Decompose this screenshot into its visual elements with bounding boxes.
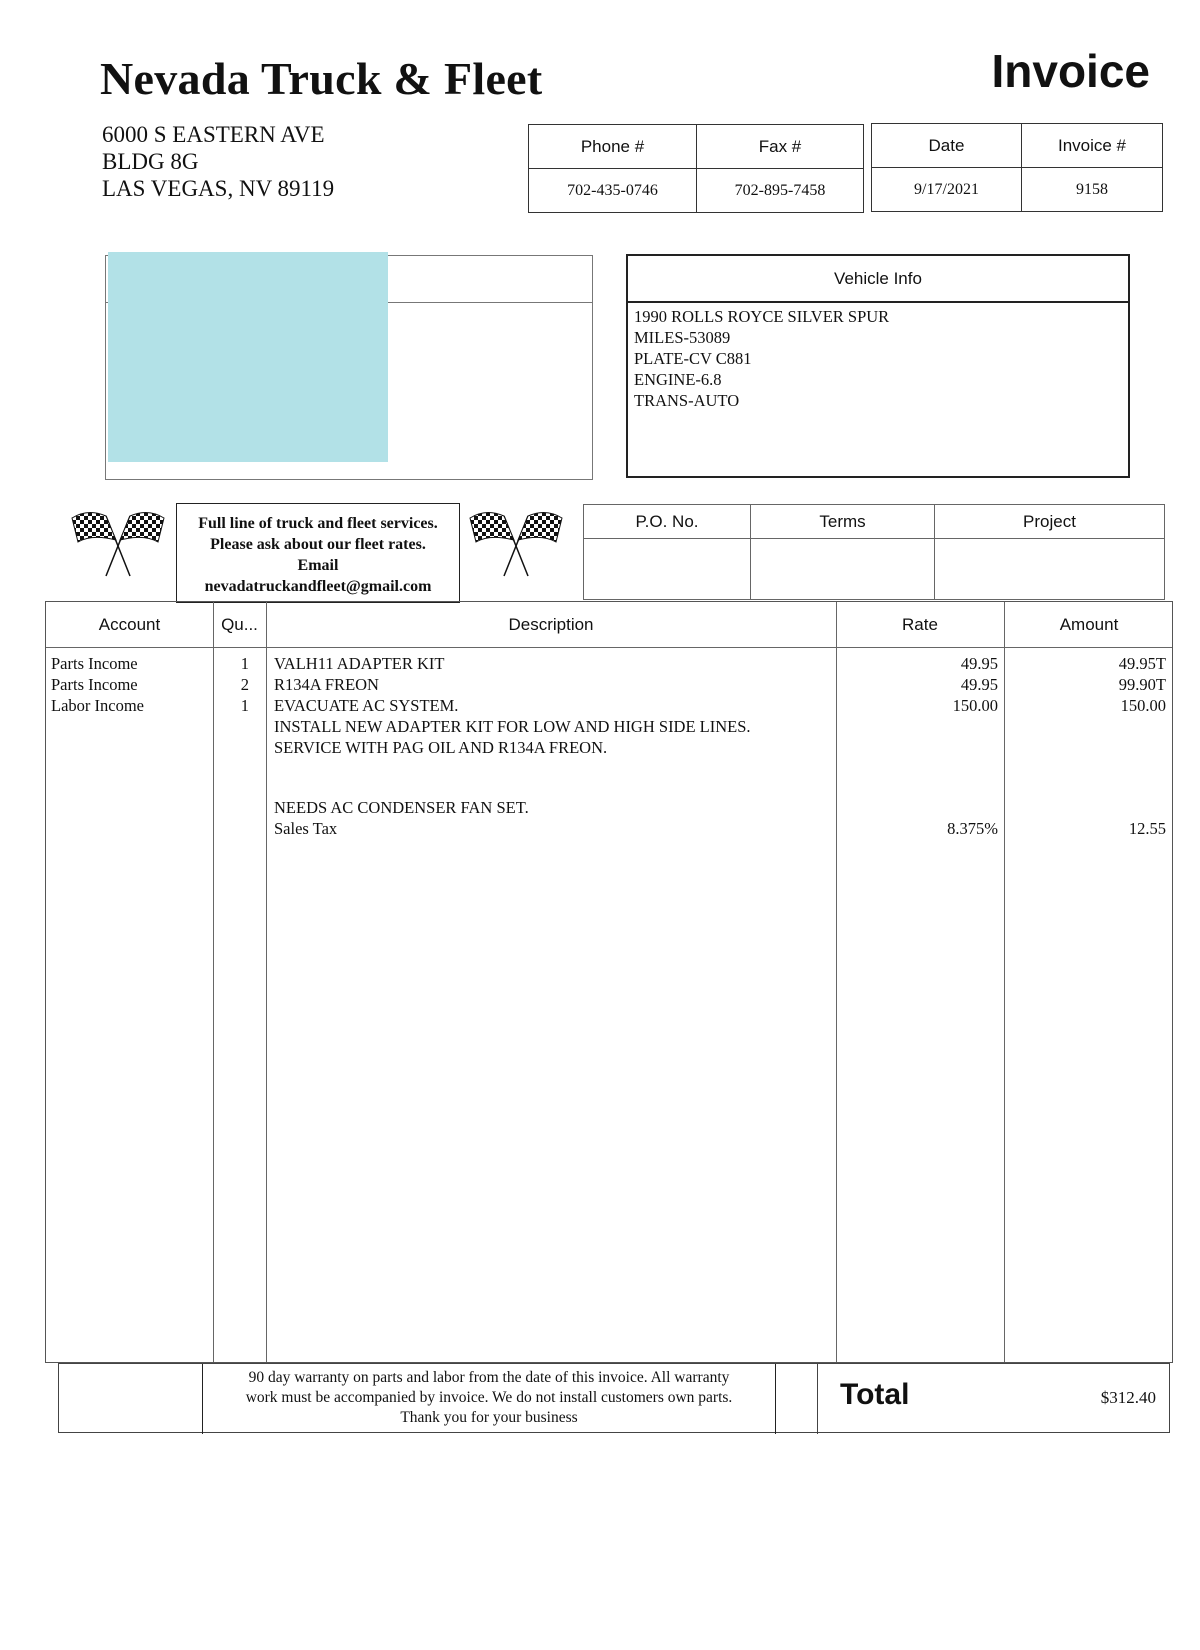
- vehicle-line: PLATE-CV C881: [634, 349, 752, 368]
- vehicle-line: ENGINE-6.8: [634, 370, 722, 389]
- table-row: SERVICE WITH PAG OIL AND R134A FREON.: [274, 738, 608, 757]
- contact-table: [528, 124, 864, 213]
- date-header: Date: [872, 124, 1022, 168]
- address-line: LAS VEGAS, NV 89119: [102, 176, 335, 201]
- promo-line: Please ask about our fleet rates.: [210, 536, 426, 553]
- line-items-table: [45, 601, 1173, 1363]
- promo-line: Email: [297, 557, 339, 574]
- fax-header: Fax #: [697, 125, 863, 169]
- total-label: Total: [840, 1378, 910, 1411]
- warranty-line: 90 day warranty on parts and labor from the date of this invoice. All warranty: [248, 1369, 730, 1386]
- project-value: [935, 539, 1164, 599]
- document-title: Invoice: [991, 45, 1150, 97]
- promo-line: Full line of truck and fleet services.: [198, 515, 438, 532]
- warranty-line: Thank you for your business: [400, 1409, 578, 1426]
- footer-box: [58, 1363, 1170, 1433]
- table-row: Sales Tax 8.375% 12.55: [274, 819, 1166, 838]
- table-row: NEEDS AC CONDENSER FAN SET.: [274, 798, 529, 817]
- table-row: INSTALL NEW ADAPTER KIT FOR LOW AND HIGH SIDE LINES.: [274, 717, 751, 736]
- vehicle-line: 1990 ROLLS ROYCE SILVER SPUR: [634, 307, 890, 326]
- table-row: Parts Income 1 VALH11 ADAPTER KIT 49.95 49.95T: [51, 654, 1166, 673]
- column-header-description: Description: [508, 614, 594, 634]
- invoice-meta-table: [871, 123, 1163, 212]
- promo-email: nevadatruckandfleet@gmail.com: [204, 578, 432, 595]
- vehicle-info-heading: Vehicle Info: [628, 256, 1128, 303]
- table-row: Parts Income 2 R134A FREON 49.95 99.90T: [51, 675, 1166, 694]
- column-header-rate: Rate: [902, 614, 938, 634]
- column-header-account: Account: [98, 614, 161, 634]
- date-value: 9/17/2021: [872, 168, 1022, 211]
- company-name: Nevada Truck & Fleet: [100, 53, 543, 104]
- warranty-line: work must be accompanied by invoice. We do not install customers own parts.: [245, 1389, 733, 1406]
- column-header-quantity: Qu...: [221, 614, 258, 634]
- company-address: [102, 121, 334, 202]
- checkered-flags-icon: [466, 508, 566, 578]
- project-header: Project: [935, 505, 1164, 539]
- order-info-table: [583, 504, 1165, 600]
- vehicle-info-lines: [634, 306, 889, 411]
- table-row: Labor Income 1 EVACUATE AC SYSTEM. 150.00 150.00: [51, 696, 1166, 715]
- invoice-number-header: Invoice #: [1022, 124, 1162, 168]
- fax-value: 702-895-7458: [734, 181, 826, 199]
- promo-box: [176, 503, 460, 603]
- phone-header: Phone #: [529, 125, 697, 169]
- address-line: BLDG 8G: [102, 149, 199, 174]
- address-line: 6000 S EASTERN AVE: [102, 122, 325, 147]
- vehicle-line: TRANS-AUTO: [634, 391, 740, 410]
- vehicle-info-box: [626, 254, 1130, 478]
- po-header: P.O. No.: [584, 505, 751, 539]
- vehicle-line: MILES-53089: [634, 328, 731, 347]
- terms-value: [751, 539, 935, 599]
- warranty-text: [202, 1364, 776, 1434]
- phone-value: 702-435-0746: [529, 169, 697, 212]
- po-value: [584, 539, 751, 599]
- terms-header: Terms: [751, 505, 935, 539]
- column-header-amount: Amount: [1059, 614, 1119, 634]
- redaction-block: [108, 252, 388, 462]
- invoice-number-value: 9158: [1076, 180, 1108, 198]
- total-value: $312.40: [1100, 1388, 1156, 1407]
- checkered-flags-icon: [68, 508, 168, 578]
- total-cell: [817, 1364, 1172, 1434]
